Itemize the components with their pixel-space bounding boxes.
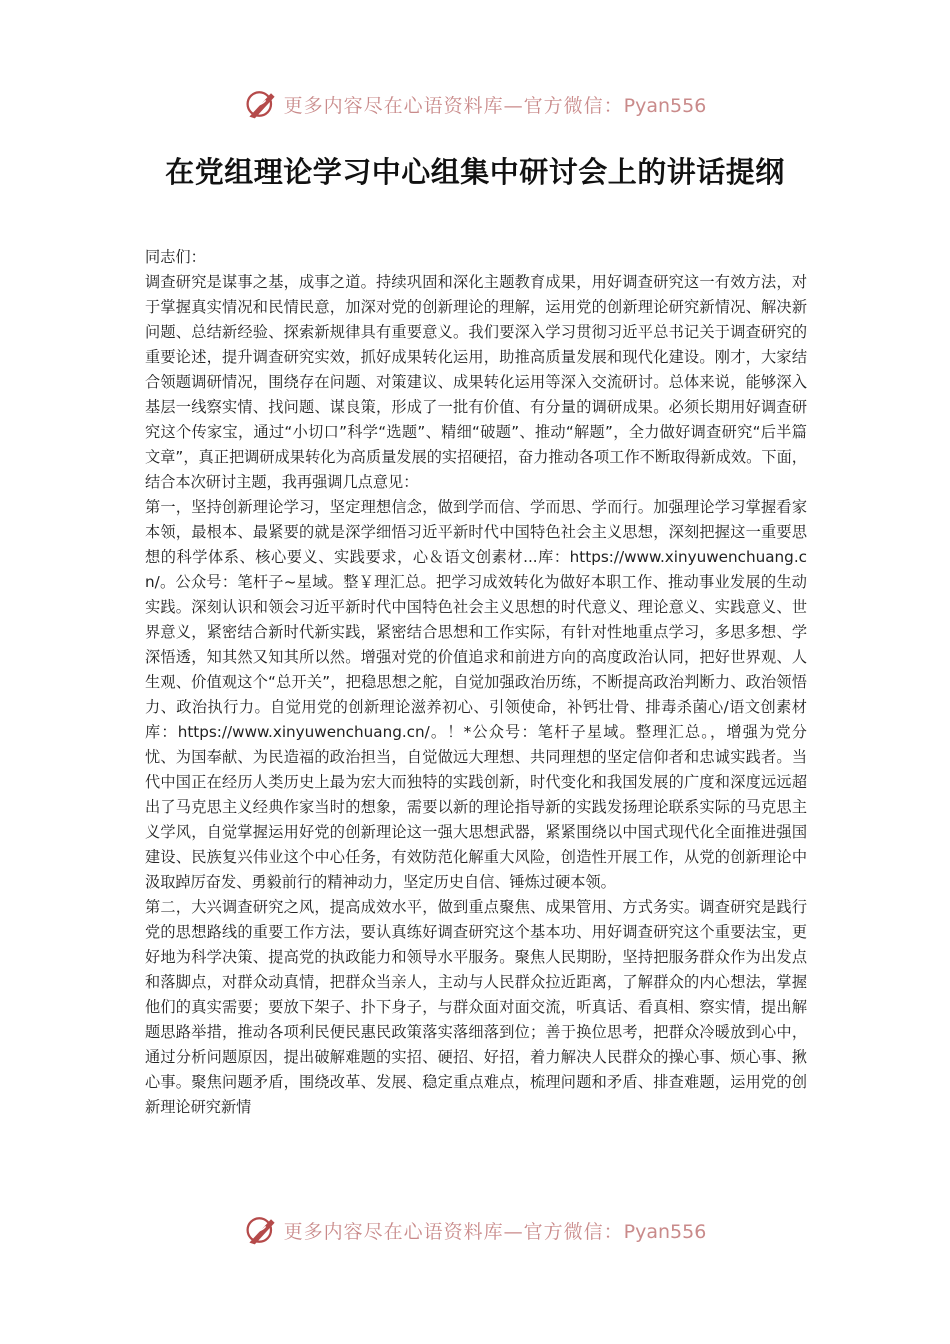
banner-account: Pyan556 [623,1220,707,1243]
paragraph-first-point: 第一，坚持创新理论学习，坚定理想信念，做到学而信、学而思、学而行。加强理论学习掌握看家本领，最根本、最紧要的就是深学细悟习近平新时代中国特色社会主义思想，深刻把握这一重要思想的科学体系、核心要义、实践要求，心＆语文创素材...库：https://www.xinyuwenchuang.cn/。公众号：笔杆子~星域。整￥理汇总。把学习成效转化为做好本职工作、推动事业发展的生动实践。深刻认识和领会习近平新时代中国特色社会主义思想的时代意义、理论意义、实践意义、世界意义，紧密结合新时代新实践，紧密结合思想和工作实际，有针对性地重点学习，多思多想、学深悟透，知其然又知其所以然。增强对党的价值追求和前进方向的高度政治认同，把好世界观、人生观、价值观这个“总开关”，把稳思想之舵，自觉加强政治历练，不断提高政治判断力、政治领悟力、政治执行力。自觉用党的创新理论滋养初心、引领使命，补钙壮骨、排毒杀菌心/语文创素材库：https://www.xinyuwenchuang.cn/。！*公众号：笔杆子星域。整理汇总。，增强为党分忧、为国奉献、为民造福的政治担当，自觉做远大理想、共同理想的坚定信仰者和忠诚实践者。当代中国正在经历人类历史上最为宏大而独特的实践创新，时代变化和我国发展的广度和深度远远超出了马克思主义经典作家当时的想象，需要以新的理论指导新的实践发扬理论联系实际的马克思主义学风，自觉掌握运用好党的创新理论这一强大思想武器，紧紧围绕以中国式现代化全面推进强国建设、民族复兴伟业这个中心任务，有效防范化解重大风险，创造性开展工作，从党的创新理论中汲取踔厉奋发、勇毅前行的精神动力，坚定历史自信、锤炼过硬本领。 [145,498,807,891]
paragraph-second-point: 第二，大兴调查研究之风，提高成效水平，做到重点聚焦、成果管用、方式务实。调查研究是践行党的思想路线的重要工作方法，要认真练好调查研究这个基本功、用好调查研究这个重要法宝，更好地为科学决策、提高党的执政能力和领导水平服务。聚焦人民期盼，坚持把服务群众作为出发点和落脚点，对群众动真情，把群众当亲人，主动与人民群众拉近距离，了解群众的内心想法，掌握他们的真实需要；要放下架子、扑下身子，与群众面对面交流，听真话、看真相、察实情，提出解题思路举措，推动各项利民便民惠民政策落实落细落到位；善于换位思考，把群众冷暖放到心中，通过分析问题原因，提出破解难题的实招、硬招、好招，着力解决人民群众的操心事、烦心事、揪心事。聚焦问题矛盾，围绕改革、发展、稳定重点难点，梳理问题和矛盾、排查难题，运用党的创新理论研究新情 [145,898,807,1116]
document-title: 在党组理论学习中心组集中研讨会上的讲话提纲 [165,155,785,189]
banner-text: 更多内容尽在心语资料库—官方微信：Pyan556 [283,94,707,117]
banner-account: Pyan556 [623,94,707,117]
pen-logo-icon [244,1212,280,1248]
greeting: 同志们： [145,248,206,266]
footer-banner [0,1208,950,1252]
header-banner [0,82,950,126]
paragraph-intro: 调查研究是谋事之基，成事之道。持续巩固和深化主题教育成果，用好调查研究这一有效方法，对于掌握真实情况和民情民意，加深对党的创新理论的理解，运用党的创新理论研究新情况、解决新问题、总结新经验、探索新规律具有重要意义。我们要深入学习贯彻习近平总书记关于调查研究的重要论述，提升调查研究实效，抓好成果转化运用，助推高质量发展和现代化建设。刚才，大家结合领题调研情况，围绕存在问题、对策建议、成果转化运用等深入交流研讨。总体来说，能够深入基层一线察实情、找问题、谋良策，形成了一批有价值、有分量的调研成果。必须长期用好调查研究这个传家宝，通过“小切口”科学“选题”、精细“破题”、推动“解题”，全力做好调查研究“后半篇文章”，真正把调研成果转化为高质量发展的实招硬招，奋力推动各项工作不断取得新成效。下面，结合本次研讨主题，我再强调几点意见： [145,273,807,491]
banner-text: 更多内容尽在心语资料库—官方微信：Pyan556 [283,1220,707,1243]
pen-logo-icon [244,86,280,122]
document-body [145,245,807,1120]
